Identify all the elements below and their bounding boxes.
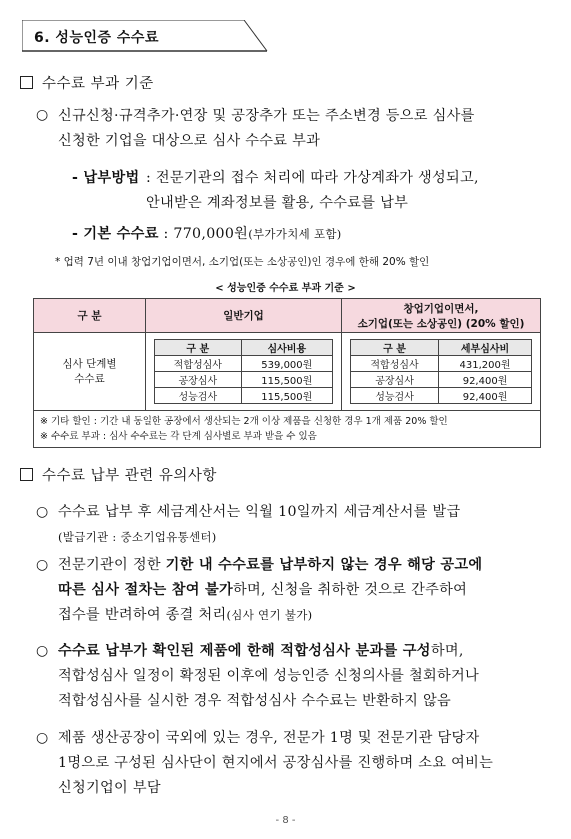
discount-note: * 업력 7년 이내 창업기업이면서, 소기업(또는 소상공인)인 경우에 한해 20% 할인 [55,256,430,268]
circle-bullet-icon: ○ [36,643,49,659]
table-row: 공장심사 92,400원 [351,372,532,388]
square-bullet-icon [20,468,33,481]
note-deadline: 전문기관이 정한 기한 내 수수료를 납부하지 않는 경우 해당 공고에 따른 심사 절차는 참여 불가하며, 신청을 취하한 것으로 간주하여 접수를 반려하여 종결 처리(심사 연기 불가) [58,557,483,623]
section-title: 6. 성능인증 수수료 [34,30,159,46]
header-startup: 창업기업이면서, 소기업(또는 소상공인) (20% 할인) [342,299,541,333]
table-row: 공장심사 115,500원 [155,372,333,388]
payment-method-text: : 전문기관의 접수 처리에 따라 가상계좌가 생성되고, 안내받은 계좌정보를 활용, 수수료를 납부 [146,170,479,211]
table-footnote-row [34,411,541,448]
startup-fee-cell [342,333,541,411]
heading-text: 수수료 부과 기준 [42,76,154,92]
table-row: 성능검사 115,500원 [155,388,333,404]
circle-bullet-icon: ○ [36,730,49,746]
page-number: - 8 - [275,815,296,826]
table-row: 적합성심사 539,000원 [155,356,333,372]
heading-payment-notes [20,464,217,485]
header-general: 일반기업 [146,299,342,333]
note-tax-invoice: 수수료 납부 후 세금계산서는 익월 10일까지 세금계산서를 발급 (발급기관 : 중소기업유통센터) [58,504,461,544]
table-row: 성능검사 92,400원 [351,388,532,404]
table-caption: < 성능인증 수수료 부과 기준 > [215,283,356,294]
note-refund: 수수료 납부가 확인된 제품에 한해 적합성심사 분과를 구성하며, 적합성심사 일정이 확정된 이후에 성능인증 신청의사를 철회하거나 적합성심사를 실시한 경우 적합성심사 수수료는 반환하지 않음 [58,643,480,709]
section-header [22,20,268,52]
startup-fee-table: 구 분 세부심사비 적합성심사 431,200원 공장심사 92,400원 성능검사 92,400원 [350,339,532,404]
heading-text: 수수료 납부 관련 유의사항 [42,468,217,484]
square-bullet-icon [20,76,33,89]
table-row [34,333,541,411]
row-label: 심사 단계별 수수료 [34,333,146,411]
table-footnotes: ※ 기타 할인 : 기간 내 동일한 공장에서 생산되는 2개 이상 제품을 신청한 경우 1개 제품 20% 할인 ※ 수수료 부과 : 심사 수수료는 각 단계 심사별로 부과 받을 수 있음 [34,411,541,448]
payment-method-label: - 납부방법 [72,170,140,186]
table-header-row [34,299,541,333]
note-overseas-factory: 제품 생산공장이 국외에 있는 경우, 전문가 1명 및 전문기관 담당자 1명으로 구성된 심사단이 현지에서 공장심사를 진행하며 소요 여비는 신청기업이 부담 [58,730,494,796]
circle-bullet-icon: ○ [36,557,49,573]
circle-bullet-icon: ○ [36,504,49,520]
paragraph-eligibility: 신규신청·규격추가·연장 및 공장추가 또는 주소변경 등으로 심사를 신청한 기업을 대상으로 심사 수수료 부과 [58,108,475,149]
basic-fee: - 기본 수수료 : 770,000원(부가가치세 포함) [72,226,342,242]
table-row: 적합성심사 431,200원 [351,356,532,372]
circle-bullet-icon: ○ [36,107,49,123]
fee-table [33,298,541,448]
heading-fee-imposition [20,72,154,93]
general-fee-table: 구 분 심사비용 적합성심사 539,000원 공장심사 115,500원 성능검사 115,500원 [154,339,333,404]
header-division: 구 분 [34,299,146,333]
general-fee-cell [146,333,342,411]
